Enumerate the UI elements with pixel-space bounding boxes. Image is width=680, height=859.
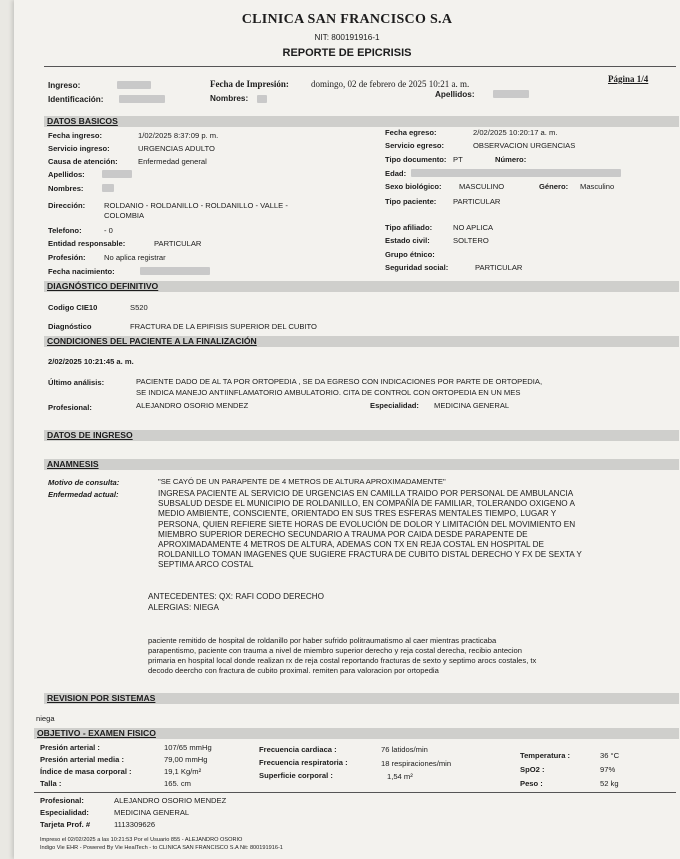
imc-value: 19,1 Kg/m²: [164, 767, 202, 776]
fecha-ingreso-label: Fecha ingreso:: [48, 131, 103, 140]
temperatura-label: Temperatura :: [520, 751, 571, 760]
causa-value: Enfermedad general: [138, 157, 207, 166]
page-number: Página 1/4: [608, 74, 649, 84]
firma-especialidad-value: MEDICINA GENERAL: [114, 808, 190, 817]
section-datos-basicos: DATOS BASICOS: [44, 116, 679, 127]
fecha-nacimiento-label: Fecha nacimiento:: [48, 267, 115, 276]
motivo-value: "SE CAYÓ DE UN PARAPENTE DE 4 METROS DE ALTURA APROXIMADAMENTE": [158, 477, 446, 486]
spo2-value: 97%: [600, 765, 616, 774]
presion-arterial-value: 107/65 mmHg: [164, 743, 212, 752]
firma-profesional-label: Profesional:: [40, 796, 84, 805]
tipo-documento-label: Tipo documento:: [385, 155, 447, 164]
servicio-ingreso-value: URGENCIAS ADULTO: [138, 144, 215, 153]
grupo-etnico-label: Grupo étnico:: [385, 250, 435, 259]
firma-profesional-value: ALEJANDRO OSORIO MENDEZ: [114, 796, 227, 805]
redacted-apellidos-basicos: [102, 170, 132, 178]
cie10-value: S520: [130, 303, 148, 312]
diagnostico-label: Diagnóstico: [48, 322, 92, 331]
nombres-basicos-label: Nombres:: [48, 184, 84, 193]
tarjeta-label: Tarjeta Prof. #: [40, 820, 91, 829]
sexo-value: MASCULINO: [459, 182, 505, 191]
report-title: REPORTE DE EPICRISIS: [282, 47, 412, 59]
frecuencia-respiratoria-label: Frecuencia respiratoria :: [259, 758, 348, 767]
fecha-impresion-label: Fecha de Impresión:: [210, 79, 289, 89]
estado-civil-label: Estado civil:: [385, 236, 430, 245]
edad-label: Edad:: [385, 169, 407, 178]
clinic-nit: NIT: 800191916-1: [314, 33, 380, 42]
ultimo-analisis-line-2: SE INDICA MANEJO ANTIINFLAMATORIO AMBULATORIO. CITA DE CONTROL CON ORTOPEDIA EN UN MES: [136, 388, 521, 397]
peso-value: 52 kg: [600, 779, 619, 788]
fecha-ingreso-value: 1/02/2025 8:37:09 p. m.: [138, 131, 219, 140]
section-objetivo: OBJETIVO - EXAMEN FISICO: [34, 728, 679, 739]
entidad-value: PARTICULAR: [154, 239, 202, 248]
tipo-afiliado-label: Tipo afiliado:: [385, 223, 433, 232]
ultimo-analisis-label: Último análisis:: [48, 378, 105, 387]
enfermedad-line: MIEMBRO SUPERIOR DERECHO SECUNDARIO A TRAUMA POR CAIDA DESDE PARAPENTE DE: [158, 529, 528, 539]
temperatura-value: 36 °C: [600, 751, 620, 760]
servicio-ingreso-label: Servicio ingreso:: [48, 144, 110, 153]
telefono-value: - 0: [104, 226, 113, 235]
nota-line: parapentismo, paciente con trauma a nivel de miembro superior derecho y reja costal derecha, recibio antecion: [148, 646, 522, 655]
genero-label: Género:: [539, 182, 569, 191]
presion-media-label: Presión arterial media :: [40, 755, 124, 764]
revision-value: niega: [36, 714, 55, 723]
direccion-value-2: COLOMBIA: [104, 211, 145, 220]
cie10-label: Codigo CIE10: [48, 303, 98, 312]
tipo-paciente-label: Tipo paciente:: [385, 197, 437, 206]
header-divider: [44, 66, 676, 67]
fecha-egreso-value: 2/02/2025 10:20:17 a. m.: [473, 128, 558, 137]
tipo-paciente-value: PARTICULAR: [453, 197, 501, 206]
ingreso-label: Ingreso:: [48, 81, 81, 90]
apellidos-basicos-label: Apellidos:: [48, 170, 85, 179]
numero-label: Número:: [495, 155, 527, 164]
enfermedad-line: MEDIO AMBIENTE, CONSCIENTE, ORIENTADO EN SUS TRES ESFERAS MENTALES TIEMPO, LUGAR Y: [158, 509, 557, 519]
nota-remision: [148, 636, 678, 676]
frecuencia-respiratoria-value: 18 respiraciones/min: [381, 759, 452, 768]
clinic-name: CLINICA SAN FRANCISCO S.A: [241, 12, 453, 27]
redacted-fecha-nacimiento: [140, 267, 210, 275]
seguridad-social-label: Seguridad social:: [385, 263, 449, 272]
especialidad-condiciones-label: Especialidad:: [370, 401, 419, 410]
fecha-egreso-label: Fecha egreso:: [385, 128, 437, 137]
servicio-egreso-label: Servicio egreso:: [385, 141, 445, 150]
presion-media-value: 79,00 mmHg: [164, 755, 208, 764]
firma-especialidad-label: Especialidad:: [40, 808, 89, 817]
alergias: ALERGIAS: NIEGA: [148, 603, 219, 612]
section-diagnostico: DIAGNÓSTICO DEFINITIVO: [44, 281, 679, 292]
enfermedad-line: PERSONA, QUIEN REFIERE SIETE HORAS DE EVOLUCIÓN DE DOLOR Y LIMITACIÓN DEL MOVIMIENTO EN: [158, 519, 576, 529]
servicio-egreso-value: OBSERVACION URGENCIAS: [473, 141, 576, 150]
tipo-afiliado-value: NO APLICA: [453, 223, 494, 232]
telefono-label: Telefono:: [48, 226, 82, 235]
nombres-label: Nombres:: [210, 94, 249, 103]
especialidad-condiciones-value: MEDICINA GENERAL: [434, 401, 510, 410]
footer-impreso: Impreso el 02/02/2025 a las 10:21:53 Por el Usuario 855 - ALEJANDRO OSORIO: [40, 837, 243, 843]
antecedentes: ANTECEDENTES: QX: RAFI CODO DERECHO: [148, 592, 325, 601]
frecuencia-cardiaca-value: 76 latidos/min: [381, 745, 428, 754]
firma-divider: [34, 792, 676, 793]
nota-line: decodo deercho con fractura de cubito proximal. remiten para valoracion por ortopedia: [148, 666, 439, 675]
diagnostico-value: FRACTURA DE LA EPIFISIS SUPERIOR DEL CUBITO: [130, 322, 317, 331]
section-condiciones: CONDICIONES DEL PACIENTE A LA FINALIZACIÓN: [44, 336, 679, 347]
profesion-label: Profesión:: [48, 253, 86, 262]
nota-line: paciente remitido de hospital de roldanillo por haber sufrido politraumatismo al caer mientras practicaba: [148, 636, 497, 645]
superficie-corporal-value: 1,54 m²: [387, 772, 413, 781]
imc-label: Índice de masa corporal :: [40, 767, 132, 776]
motivo-label: Motivo de consulta:: [48, 478, 120, 487]
talla-label: Talla :: [40, 779, 62, 788]
enfermedad-line: SEPTIMA ARCO COSTAL: [158, 560, 254, 570]
footer-powered: Indigo Vie EHR - Powered By Vie HealTech - to CLINICA SAN FRANCISCO S.A Nit: 800191916-1: [40, 845, 283, 851]
enfermedad-line: ROLDANILLO TOMAN IMAGENES QUE SUGIERE FRACTURA DE CUBITO DISTAL DERECHO Y FX DE SEXTA Y: [158, 550, 582, 560]
enfermedad-line: APROXIMADAMENTE 4 METROS DE ALTURA, ADEMAS CON TX EN REJA COSTAL EN HOSPITAL DE: [158, 540, 544, 550]
causa-label: Causa de atención:: [48, 157, 118, 166]
enfermedad-actual: [158, 489, 678, 571]
section-anamnesis: ANAMNESIS: [44, 459, 679, 470]
direccion-value-1: ROLDANIO - ROLDANILLO - ROLDANILLO - VALLE -: [104, 201, 288, 210]
direccion-label: Dirección:: [48, 201, 86, 210]
spo2-label: SpO2 :: [520, 765, 545, 774]
peso-label: Peso :: [520, 779, 543, 788]
section-datos-ingreso: DATOS DE INGRESO: [44, 430, 679, 441]
tarjeta-value: 1113309626: [114, 820, 156, 829]
redacted-edad: [411, 169, 621, 177]
epicrisis-page: [14, 0, 680, 859]
ultimo-analisis-line-1: PACIENTE DADO DE AL TA POR ORTOPEDIA , SE DA EGRESO CON INDICACIONES POR PARTE DE ORTOPEDIA,: [136, 377, 543, 386]
superficie-corporal-label: Superficie corporal :: [259, 771, 333, 780]
profesional-condiciones-label: Profesional:: [48, 403, 92, 412]
enfermedad-line: SUBSALUD DESDE EL MUNICIPIO DE ROLDANILLO, EN COMPAÑÍA DE FAMILIAR, TOLERANDO OXIGENO A: [158, 499, 575, 509]
redacted-identificacion: [119, 95, 165, 103]
frecuencia-cardiaca-label: Frecuencia cardiaca :: [259, 745, 337, 754]
profesion-value: No aplica registrar: [104, 253, 166, 262]
seguridad-social-value: PARTICULAR: [475, 263, 523, 272]
profesional-condiciones-value: ALEJANDRO OSORIO MENDEZ: [136, 401, 249, 410]
section-revision-sistemas: REVISION POR SISTEMAS: [44, 693, 679, 704]
enfermedad-label: Enfermedad actual:: [48, 490, 119, 499]
entidad-label: Entidad responsable:: [48, 239, 126, 248]
condiciones-fecha: 2/02/2025 10:21:45 a. m.: [48, 357, 134, 366]
sexo-label: Sexo biológico:: [385, 182, 442, 191]
fecha-impresion-value: domingo, 02 de febrero de 2025 10:21 a. m.: [311, 79, 470, 89]
genero-value: Masculino: [580, 182, 615, 191]
apellidos-label: Apellidos:: [435, 90, 475, 99]
redacted-ingreso: [117, 81, 151, 89]
redacted-apellidos: [493, 90, 529, 98]
redacted-nombres-basicos: [102, 184, 114, 192]
estado-civil-value: SOLTERO: [453, 236, 489, 245]
enfermedad-line: INGRESA PACIENTE AL SERVICIO DE URGENCIAS EN CAMILLA TRAIDO POR PERSONAL DE AMBULANCIA: [158, 489, 574, 498]
identificacion-label: Identificación:: [48, 95, 104, 104]
presion-arterial-label: Presión arterial :: [40, 743, 100, 752]
redacted-nombres: [257, 95, 267, 103]
tipo-documento-value: PT: [453, 155, 463, 164]
talla-value: 165. cm: [164, 779, 192, 788]
nota-line: primaria en hospital local donde realizan rx de reja costal reportando fracturas de sexto y septimo arocs costales, tx: [148, 656, 537, 665]
